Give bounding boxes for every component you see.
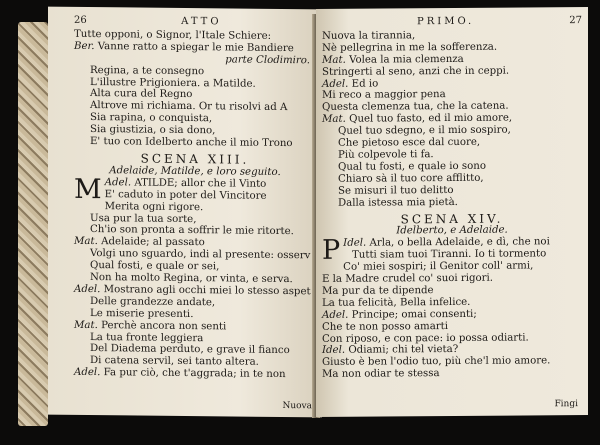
drop-cap: M xyxy=(74,173,102,205)
line-text: Co' miei sospiri; il Genitor coll' armi, xyxy=(343,260,534,273)
right-catchword: Fingi xyxy=(554,399,578,410)
line-text: E la Madre crudel co' suoi rigori. xyxy=(322,272,494,285)
line-text: Sia rapina, o conquista, xyxy=(90,112,213,125)
left-scene-cast: Adelaide, Matilde, e loro seguito. xyxy=(109,165,281,178)
line-text: Nè pellegrina in me la sofferenza. xyxy=(322,41,498,54)
text-line xyxy=(74,41,316,55)
text-line xyxy=(322,248,582,262)
line-text: Che te non posso amarti xyxy=(322,320,448,333)
line-text: Mostrano agli occhi miei lo stesso aspet xyxy=(103,284,311,298)
speaker-label: Ber. xyxy=(74,40,95,52)
line-text: Perchè ancora non senti xyxy=(101,319,227,333)
line-text: Quel tuo sdegno, e il mio sospiro, xyxy=(338,124,511,137)
left-dialogue-block xyxy=(74,173,316,382)
speaker-label: Adel. xyxy=(322,78,349,90)
right-page-header xyxy=(322,15,582,29)
book-page-edges xyxy=(18,22,48,426)
line-text: Tutti siam tuoi Tiranni. Io ti tormento xyxy=(352,248,547,261)
text-line xyxy=(322,355,582,369)
line-text: Mi reco a maggior pena xyxy=(322,89,446,102)
right-page-number: 27 xyxy=(569,15,582,27)
speaker-label: Adel. xyxy=(74,283,101,296)
line-text: Ma non odiar te stessa xyxy=(322,368,440,381)
line-text: Non ha molto Regina, or vinta, e serva. xyxy=(90,272,293,286)
line-text: Che pietoso esce dal cuore, xyxy=(338,136,481,149)
left-page xyxy=(48,7,322,418)
left-catchword: Nuova xyxy=(282,401,312,412)
line-text: Se misuri il tuo delitto xyxy=(338,184,454,197)
line-text: Vanne ratto a spiegar le mie Bandiere xyxy=(97,40,294,54)
line-text: Alta cura del Regno xyxy=(90,88,193,101)
text-line xyxy=(74,367,316,381)
speaker-label: Idel. xyxy=(322,345,346,357)
left-verse-block xyxy=(74,29,316,151)
speaker-label: Adel. xyxy=(322,309,349,321)
line-text: La tua felicità, Bella infelice. xyxy=(322,296,471,309)
line-text: E' caduto in poter del Vincitore xyxy=(104,188,267,202)
line-text: Dalla istessa mia pietà. xyxy=(338,196,458,209)
line-text: Sia giustizia, o sia dono, xyxy=(90,124,216,137)
line-text: Più colpevole ti fa. xyxy=(338,149,434,161)
line-text: Di catena servil, sei tanto altera. xyxy=(90,355,259,369)
speaker-label: Adel. xyxy=(74,367,101,379)
right-running-title: PRIMO. xyxy=(417,15,475,28)
right-scene-title: SCENA XIV. xyxy=(400,211,504,226)
speaker-label: Adel. xyxy=(104,176,132,189)
line-text: Qual tu fosti, e quale io sono xyxy=(338,160,486,173)
line-text: Quel tuo fasto, ed il mio amore, xyxy=(349,112,513,125)
line-text: parte Clodimiro. xyxy=(225,54,310,67)
line-text: Stringerti al seno, anzi che in ceppi. xyxy=(322,65,510,78)
line-text: Del Diadema perduto, e grave il fianco xyxy=(90,343,290,357)
line-text: Merita ogni rigore. xyxy=(104,200,204,213)
speaker-label: Mat. xyxy=(322,113,346,126)
line-text: Nuova la tirannia, xyxy=(322,30,416,42)
line-text: ATILDE; allor che il Vinto xyxy=(134,177,267,190)
line-text: Volgi uno sguardo, indi al presente: osserv xyxy=(90,248,311,262)
line-text: E' tuo con Idelberto anche il mio Trono xyxy=(90,136,293,150)
line-text: Qual fosti, e quale or sei, xyxy=(90,260,220,273)
speaker-label: Mat. xyxy=(74,319,98,331)
right-page xyxy=(316,7,588,417)
right-dialogue-block xyxy=(322,236,582,381)
line-text: Chiaro sà il tuo core afflitto, xyxy=(338,172,484,185)
line-text: Ch'io son pronta a soffrir le mie ritorte. xyxy=(90,224,294,238)
left-scene-title: SCENA XIII. xyxy=(140,151,250,167)
line-text: Odiami; chi tel vieta? xyxy=(348,344,459,357)
line-text: Arla, o bella Adelaide, e dì, che noi xyxy=(369,236,550,249)
line-text: La tua fronte leggiera xyxy=(90,331,204,344)
line-text: Ed io xyxy=(351,78,379,90)
line-text: Delle grandezze andate, xyxy=(90,295,216,309)
speaker-label: Mat. xyxy=(322,54,346,66)
drop-cap: P xyxy=(322,235,341,267)
right-verse-block xyxy=(322,29,582,209)
line-text: Con riposo, e con pace: io possa odiarti. xyxy=(322,332,529,345)
line-text: Ma pur da te dipende xyxy=(322,285,434,297)
line-text: Fa pur ciò, che t'aggrada; in te non xyxy=(103,367,286,381)
line-text: Le miserie presenti. xyxy=(90,307,194,320)
line-text: Volea la mia clemenza xyxy=(349,53,464,66)
line-text: Giusto è ben l'odio tuo, più che'l mio amore. xyxy=(322,355,551,369)
line-text: Tutte opponi, o Signor, l'Itale Schiere: xyxy=(74,28,272,42)
line-text: Adelaide; al passato xyxy=(101,236,205,249)
line-text: Regina, a te consegno xyxy=(90,64,205,77)
left-page-number: 26 xyxy=(74,14,87,26)
text-line xyxy=(322,196,582,210)
line-text: Questa clemenza tua, che la catena. xyxy=(322,100,509,114)
line-text: Usa pur la tua sorte, xyxy=(90,212,197,225)
left-running-title: ATTO xyxy=(181,15,222,28)
line-text: L'illustre Prigioniera. a Matilde. xyxy=(90,76,256,90)
left-page-header xyxy=(74,15,316,29)
speaker-label: Idel. xyxy=(343,237,367,250)
text-line xyxy=(74,136,316,150)
line-text: Altrove mi richiama. Or tu risolvi ad A xyxy=(90,100,288,114)
right-scene-cast: Idelberto, e Adelaide. xyxy=(396,225,508,237)
speaker-label: Mat. xyxy=(74,236,98,248)
text-line xyxy=(322,367,582,381)
line-text: Principe; omai consenti; xyxy=(351,308,477,321)
